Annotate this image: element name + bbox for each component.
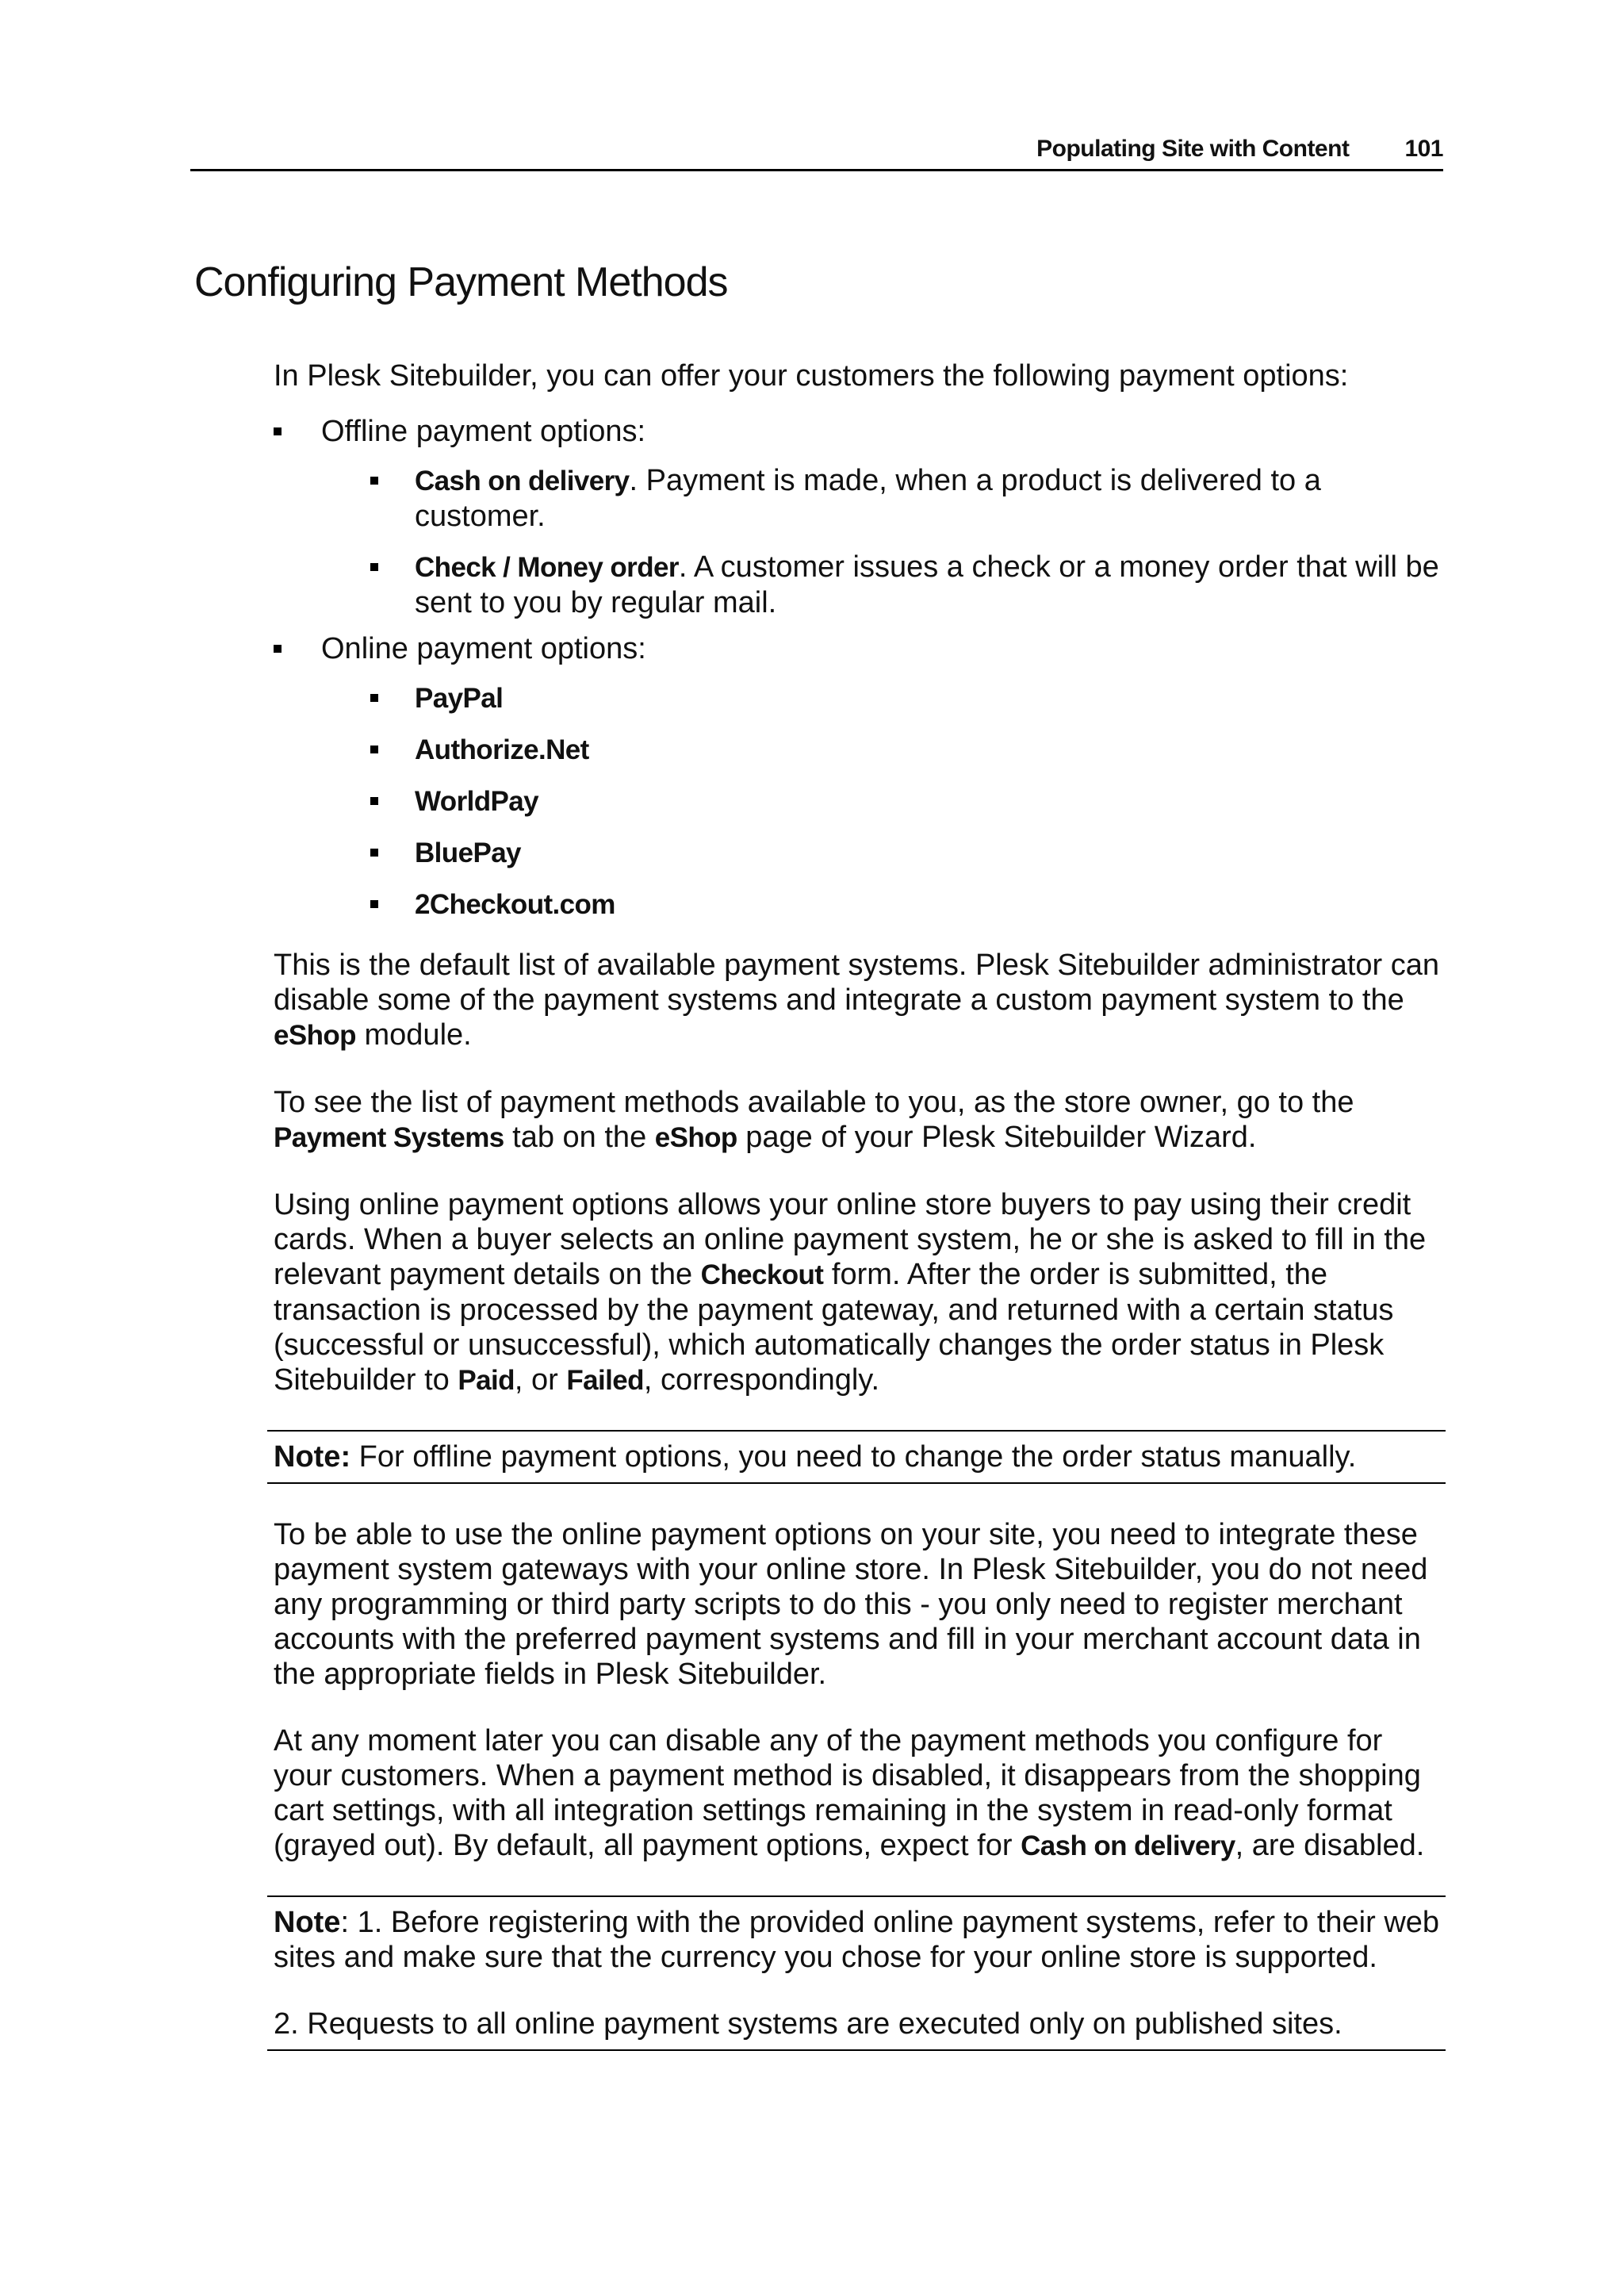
offline-option-cash — [321, 463, 1446, 534]
bullet-icon — [274, 427, 282, 435]
bullet-icon — [370, 477, 378, 485]
payment-options-list — [274, 414, 1446, 922]
header-section-title: Populating Site with Content — [1036, 136, 1350, 162]
offline-options-sublist — [321, 463, 1446, 620]
online-option-worldpay — [321, 784, 1446, 819]
page-title: Configuring Payment Methods — [194, 259, 728, 305]
online-option-bluepay — [321, 835, 1446, 871]
note-text: : 1. Before registering with the provided online payment systems, refer to their web sites and make sure that the currency you chose for your online store is supported. — [274, 1906, 1440, 1974]
online-options-sublist — [321, 680, 1446, 922]
note-label: Note — [274, 1906, 341, 1939]
bullet-icon — [370, 694, 378, 702]
note-label: Note: — [274, 1440, 351, 1474]
disable-methods-paragraph: At any moment later you can disable any of the payment methods you configure for your customers. When a payment method is disabled, it disappears from the shopping cart settings, with all integration settings remaining in the system in read-only format (grayed out). By default, all payment options, expect for Cash on delivery, are disabled. — [274, 1724, 1425, 1862]
option-name: Check / Money order — [415, 552, 679, 583]
option-name: Authorize.Net — [415, 734, 589, 765]
integrate-paragraph: To be able to use the online payment options on your site, you need to integrate these payment system gateways with your online store. In Plesk Sitebuilder, you do not need any programming or third party scripts to do this - you only need to register merchant accounts with the preferred payment systems and fill in your merchant account data in the appropriate fields in Plesk Sitebuilder. — [274, 1518, 1428, 1691]
online-options-paragraph: Using online payment options allows your online store buyers to pay using their credit cards. When a buyer selects an online payment system, he or she is asked to fill in the relevant payment details on the Checkout form. After the order is submitted, the transaction is processed by the payment gateway, and returned with a certain status (successful or unsuccessful), which automatically changes the order status in Plesk Sitebuilder to Paid, or Failed, correspondingly. — [274, 1188, 1427, 1397]
offline-options-label: Offline payment options: — [321, 415, 646, 448]
note-paragraph-2: 2. Requests to all online payment systems are executed only on published sites. — [274, 2007, 1342, 2041]
online-option-authorize-net — [321, 732, 1446, 768]
online-options-item — [274, 631, 1446, 922]
online-option-paypal — [321, 680, 1446, 716]
option-name: WorldPay — [415, 786, 538, 817]
bullet-icon — [370, 746, 378, 753]
option-name: PayPal — [415, 683, 504, 714]
option-name: 2Checkout.com — [415, 889, 615, 920]
note-text: For offline payment options, you need to change the order status manually. — [350, 1440, 1357, 1474]
main-content — [274, 358, 1446, 2051]
note-paragraph-1 — [274, 1905, 1446, 1975]
offline-status-note — [267, 1430, 1446, 1484]
option-description: . A customer issues a check or a money order that will be sent to you by regular mail. — [415, 550, 1439, 619]
intro-paragraph: In Plesk Sitebuilder, you can offer your customers the following payment options: — [274, 359, 1349, 393]
option-name: Cash on delivery — [415, 466, 630, 496]
online-options-label: Online payment options: — [321, 632, 646, 665]
running-header — [190, 127, 1443, 171]
bullet-icon — [370, 797, 378, 805]
option-name: BluePay — [415, 838, 521, 868]
default-list-paragraph: This is the default list of available payment systems. Plesk Sitebuilder administrator can disable some of the payment systems and integrate a custom payment system to the eShop module. — [274, 949, 1439, 1052]
bullet-icon — [370, 900, 378, 908]
bullet-icon — [370, 849, 378, 857]
registration-note — [267, 1895, 1446, 2051]
bullet-icon — [274, 645, 282, 653]
bullet-icon — [370, 563, 378, 571]
page-number: 101 — [1404, 136, 1443, 162]
online-option-2checkout — [321, 887, 1446, 922]
option-description: . Payment is made, when a product is delivered to a customer. — [415, 464, 1321, 533]
offline-option-check — [321, 550, 1446, 620]
see-list-paragraph: To see the list of payment methods available to you, as the store owner, go to the Payment Systems tab on the eShop page of your Plesk Sitebuilder Wizard. — [274, 1086, 1354, 1154]
offline-options-item — [274, 414, 1446, 620]
